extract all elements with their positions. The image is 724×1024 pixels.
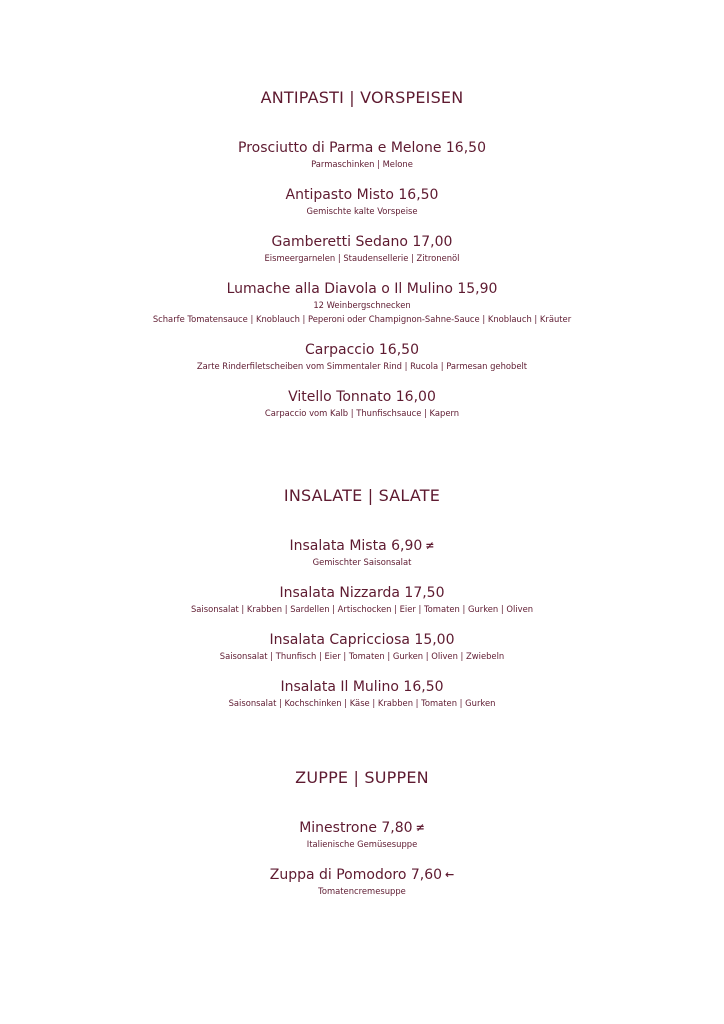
menu-item-name-text: Prosciutto di Parma e Melone 16,50 bbox=[238, 140, 486, 156]
menu-item-name-text: Insalata Mista 6,90 bbox=[289, 538, 423, 554]
menu-item-description: Gemischte kalte Vorspeise bbox=[306, 206, 418, 216]
menu-item bbox=[0, 866, 724, 898]
menu-item-description: Italienische Gemüsesuppe bbox=[306, 839, 418, 849]
menu-item-name-text: Carpaccio 16,50 bbox=[305, 342, 419, 358]
menu-item-description: Tomatencremesuppe bbox=[318, 886, 406, 896]
vegan-icon: ≠ bbox=[415, 821, 425, 834]
section-title: INSALATE | SALATE bbox=[283, 486, 441, 505]
menu-item-name bbox=[0, 819, 724, 837]
menu-item-description: Zarte Rinderfiletscheiben vom Simmentaler Rind | Rucola | Parmesan gehobelt bbox=[196, 361, 528, 371]
menu-item-name bbox=[0, 280, 724, 298]
menu-item-name bbox=[0, 139, 724, 157]
menu-item-description: Scharfe Tomatensauce | Knoblauch | Peperoni oder Champignon-Sahne-Sauce | Knoblauch | Kräuter bbox=[152, 314, 572, 324]
menu-item bbox=[0, 537, 724, 569]
section-title: ANTIPASTI | VORSPEISEN bbox=[260, 88, 464, 107]
menu-item bbox=[0, 631, 724, 663]
menu-item-description: Saisonsalat | Krabben | Sardellen | Artischocken | Eier | Tomaten | Gurken | Oliven bbox=[190, 604, 534, 614]
menu-item-description: Eismeergarnelen | Staudensellerie | Zitronenöl bbox=[264, 253, 460, 263]
menu-item-name bbox=[0, 388, 724, 406]
menu-item-name-text: Insalata Nizzarda 17,50 bbox=[279, 585, 445, 601]
menu-item-name bbox=[0, 341, 724, 359]
menu-item-name-text: Antipasto Misto 16,50 bbox=[285, 187, 439, 203]
menu-item bbox=[0, 280, 724, 326]
menu-item-description: Carpaccio vom Kalb | Thunfischsauce | Kapern bbox=[264, 408, 460, 418]
section-zuppe bbox=[0, 768, 724, 913]
menu-item-name-text: Insalata Il Mulino 16,50 bbox=[280, 679, 444, 695]
menu-items bbox=[0, 139, 724, 420]
vegetarian-icon: ← bbox=[445, 868, 455, 881]
menu-item bbox=[0, 233, 724, 265]
menu-item-name-text: Lumache alla Diavola o Il Mulino 15,90 bbox=[226, 281, 498, 297]
menu-item-description: Saisonsalat | Kochschinken | Käse | Krabben | Tomaten | Gurken bbox=[228, 698, 496, 708]
section-title: ZUPPE | SUPPEN bbox=[295, 768, 429, 787]
menu-item-name bbox=[0, 866, 724, 884]
menu-item-name-text: Gamberetti Sedano 17,00 bbox=[271, 234, 453, 250]
menu-item bbox=[0, 388, 724, 420]
menu-item-name bbox=[0, 233, 724, 251]
menu-item-name bbox=[0, 537, 724, 555]
section-insalate bbox=[0, 486, 724, 725]
menu-item-description: 12 Weinbergschnecken bbox=[313, 300, 411, 310]
menu-item-description: Saisonsalat | Thunfisch | Eier | Tomaten | Gurken | Oliven | Zwiebeln bbox=[219, 651, 505, 661]
menu-item-name-text: Zuppa di Pomodoro 7,60 bbox=[269, 867, 443, 883]
menu-item-name bbox=[0, 186, 724, 204]
menu-item bbox=[0, 678, 724, 710]
menu-item-name-text: Minestrone 7,80 bbox=[299, 820, 413, 836]
menu-item-name-text: Insalata Capricciosa 15,00 bbox=[269, 632, 455, 648]
menu-item bbox=[0, 341, 724, 373]
menu-item-name bbox=[0, 631, 724, 649]
menu-items bbox=[0, 537, 724, 710]
menu-item bbox=[0, 819, 724, 851]
menu-item-name bbox=[0, 584, 724, 602]
menu-item bbox=[0, 186, 724, 218]
menu-item-name bbox=[0, 678, 724, 696]
menu-item-name-text: Vitello Tonnato 16,00 bbox=[288, 389, 436, 405]
section-antipasti bbox=[0, 88, 724, 435]
menu-item bbox=[0, 139, 724, 171]
vegan-icon: ≠ bbox=[425, 539, 435, 552]
menu-item-description: Gemischter Saisonsalat bbox=[312, 557, 412, 567]
menu-items bbox=[0, 819, 724, 898]
menu-item bbox=[0, 584, 724, 616]
menu-item-description: Parmaschinken | Melone bbox=[311, 159, 413, 169]
